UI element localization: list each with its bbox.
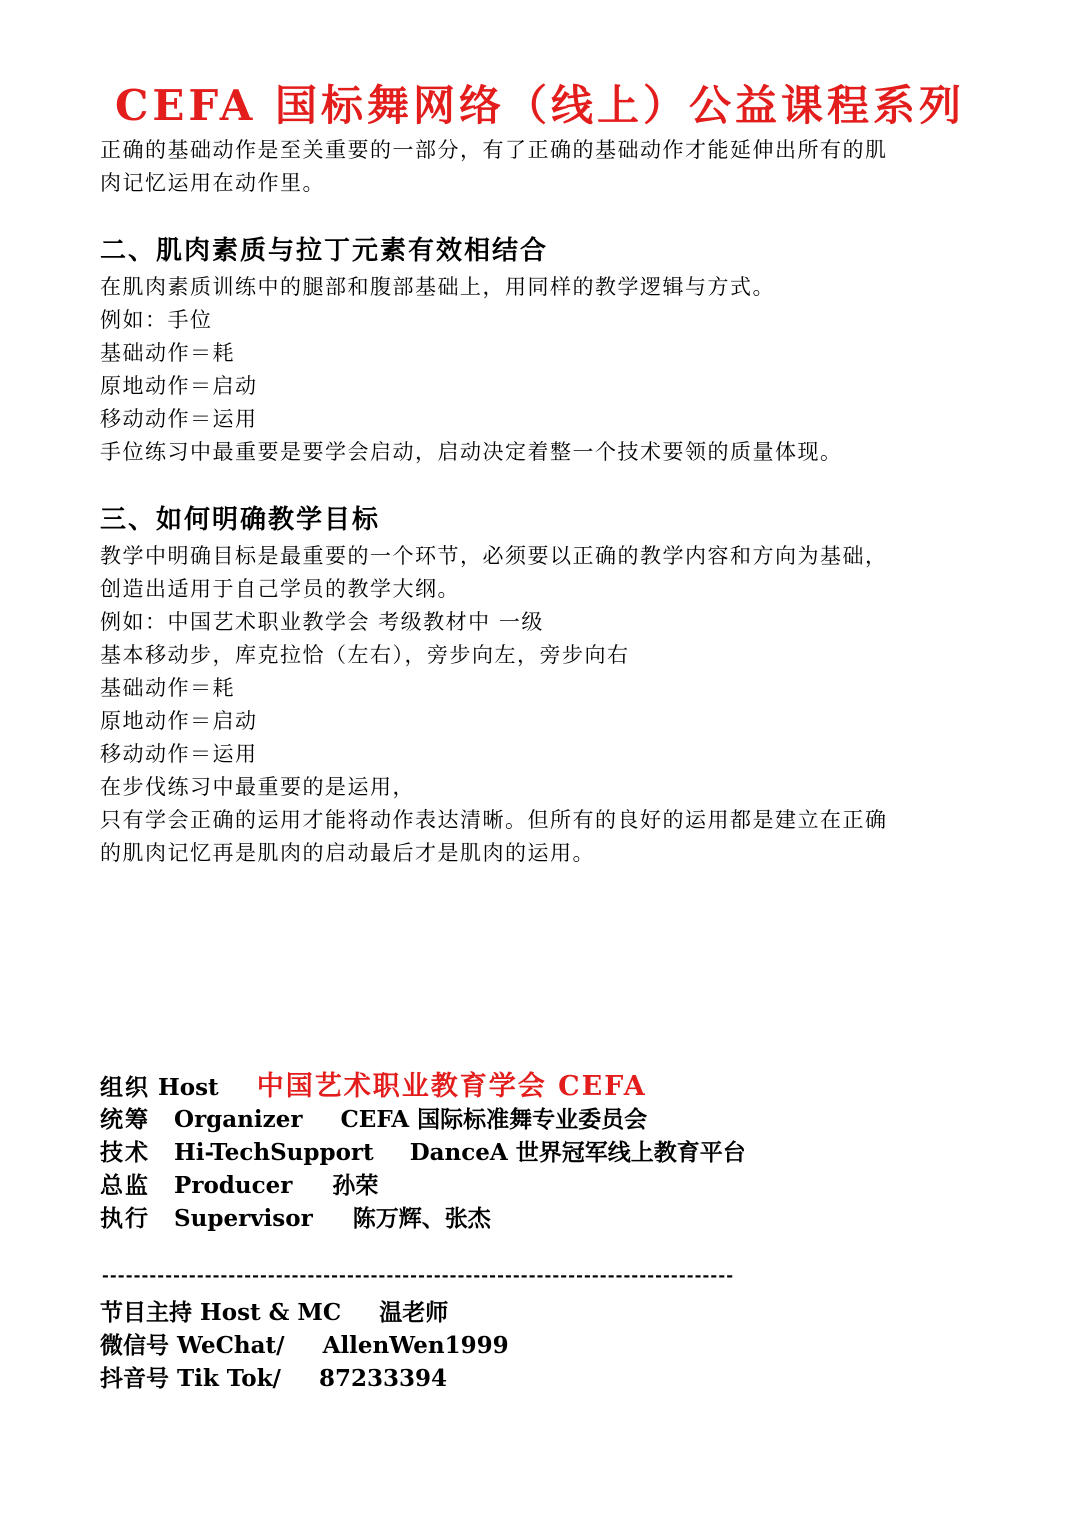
credit-value: 中国艺术职业教育学会 CEFA [256, 1071, 647, 1102]
section-2-body [100, 271, 1000, 469]
credit-label-zh: 技术 [100, 1139, 150, 1166]
contact-row-mc [100, 1296, 1000, 1329]
credit-label-en: Supervisor [174, 1205, 313, 1232]
text-line: 移动动作＝运用 [100, 742, 258, 766]
contact-value: AllenWen1999 [322, 1332, 509, 1359]
text-line: 只有学会正确的运用才能将动作表达清晰。但所有的良好的运用都是建立在正确 [100, 808, 888, 832]
text-line: 例如：中国艺术职业教学会 考级教材中 一级 [100, 610, 544, 634]
text-line: 肉记忆运用在动作里。 [100, 171, 325, 195]
intro-paragraph [100, 134, 1000, 200]
contact-value: 87233394 [319, 1365, 448, 1392]
text-line: 创造出适用于自己学员的教学大纲。 [100, 577, 460, 601]
text-line: 教学中明确目标是最重要的一个环节，必须要以正确的教学内容和方向为基础， [100, 544, 888, 568]
text-line: 移动动作＝运用 [100, 407, 258, 431]
text-line: 在肌肉素质训练中的腿部和腹部基础上，用同样的教学逻辑与方式。 [100, 275, 775, 299]
text-line: 基本移动步，库克拉恰（左右），旁步向左，旁步向右 [100, 643, 630, 667]
credit-value: DanceA 世界冠军线上教育平台 [409, 1139, 746, 1166]
credit-label-en: Host [158, 1074, 219, 1101]
credit-label-en: Organizer [174, 1106, 303, 1133]
credit-value: 陈万辉、张杰 [352, 1205, 491, 1232]
credits-block [100, 1070, 1000, 1235]
text-line: 正确的基础动作是至关重要的一部分，有了正确的基础动作才能延伸出所有的肌 [100, 138, 888, 162]
credit-row-host [100, 1070, 1000, 1103]
credit-value: CEFA 国际标准舞专业委员会 [340, 1106, 648, 1133]
credit-label-zh: 执行 [100, 1205, 150, 1232]
contact-block [100, 1296, 1000, 1395]
text-line: 例如：手位 [100, 308, 213, 332]
credit-row-supervisor [100, 1202, 1000, 1235]
page-title: CEFA 国标舞网络（线上）公益课程系列 [114, 81, 965, 130]
contact-label: 节目主持 Host & MC [100, 1299, 342, 1326]
credit-row-organizer [100, 1103, 1000, 1136]
text-line: 原地动作＝启动 [100, 374, 258, 398]
divider-line: -------------------------------------------------------------------------------- [100, 1267, 733, 1287]
credit-row-producer [100, 1169, 1000, 1202]
credit-row-tech [100, 1136, 1000, 1169]
credit-label-zh: 组织 [100, 1074, 150, 1101]
text-line: 在步伐练习中最重要的是运用， [100, 775, 415, 799]
credit-label-zh: 总监 [100, 1172, 150, 1199]
credit-label-zh: 统筹 [100, 1106, 150, 1133]
section-heading: 二、肌肉素质与拉丁元素有效相结合 [100, 236, 549, 266]
section-3-body [100, 540, 1000, 870]
text-line: 基础动作＝耗 [100, 676, 235, 700]
contact-label: 抖音号 Tik Tok/ [100, 1365, 281, 1392]
credit-value: 孙荣 [332, 1172, 379, 1199]
text-line: 手位练习中最重要是要学会启动，启动决定着整一个技术要领的质量体现。 [100, 440, 843, 464]
contact-value: 温老师 [379, 1299, 449, 1326]
text-line: 基础动作＝耗 [100, 341, 235, 365]
contact-row-tiktok [100, 1362, 1000, 1395]
credit-label-en: Hi-TechSupport [174, 1139, 374, 1166]
section-heading: 三、如何明确教学目标 [100, 505, 381, 535]
credit-label-en: Producer [174, 1172, 293, 1199]
contact-label: 微信号 WeChat/ [100, 1332, 285, 1359]
contact-row-wechat [100, 1329, 1000, 1362]
text-line: 原地动作＝启动 [100, 709, 258, 733]
text-line: 的肌肉记忆再是肌肉的启动最后才是肌肉的运用。 [100, 841, 595, 865]
